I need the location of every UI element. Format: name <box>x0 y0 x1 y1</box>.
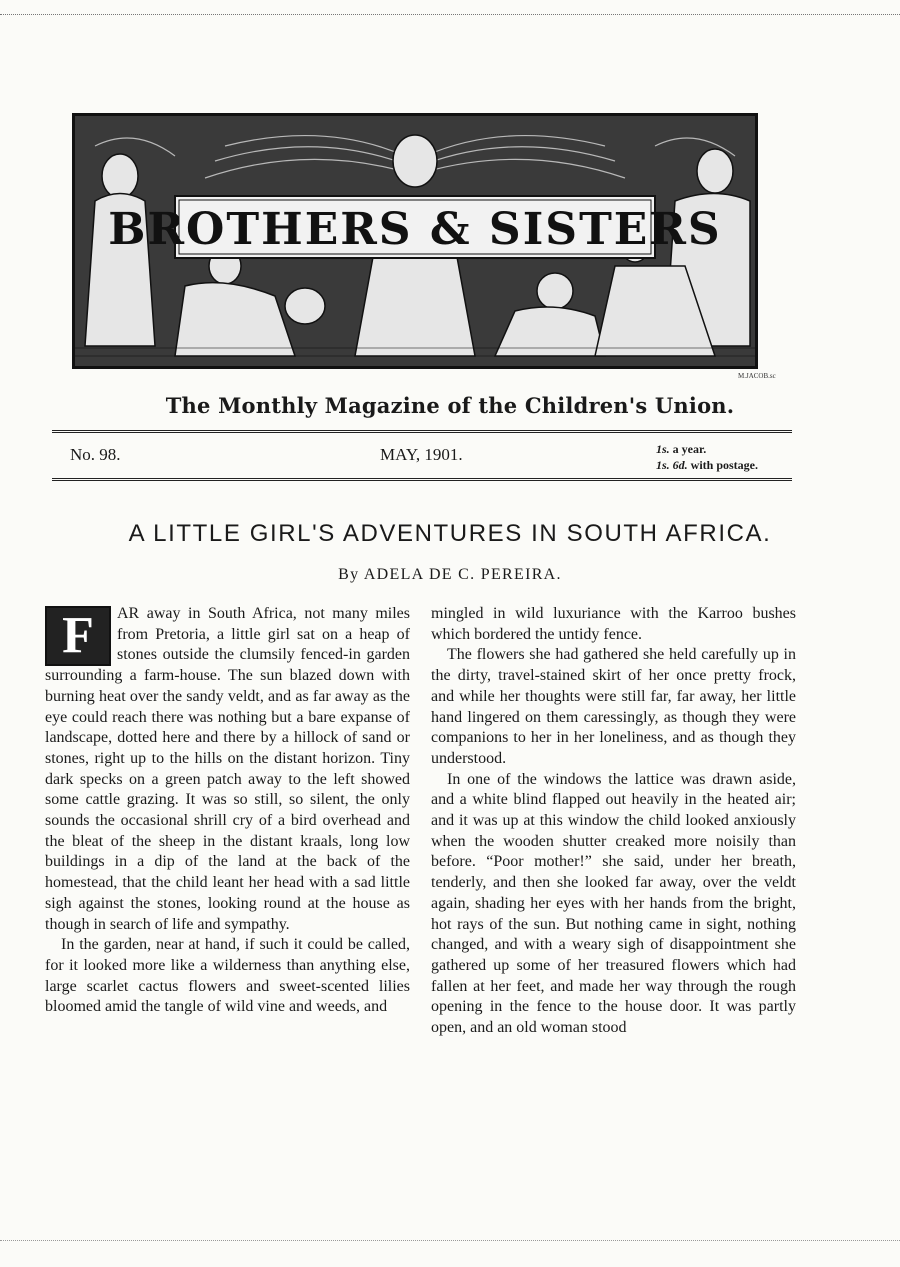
issue-rule-top <box>52 430 792 433</box>
article-title: A LITTLE GIRL'S ADVENTURES IN SOUTH AFRICA. <box>128 520 772 547</box>
price-yearly-amount: 1s. <box>656 442 670 456</box>
paragraph-2: In the garden, near at hand, if such it could be called, for it looked more like a wilderness than anything else, large scarlet cactus flowers and sweet-scented lilies bloomed amid the tangle of wild vine and weeds, and <box>45 936 410 1016</box>
paragraph-2-continued: mingled in wild luxuriance with the Karroo bushes which bordered the untidy fence. <box>431 605 796 643</box>
price-postage <box>656 457 758 473</box>
article-column-left <box>45 604 410 1018</box>
price-postage-text: with postage. <box>690 458 759 472</box>
price-yearly-text: a year. <box>672 442 707 456</box>
top-dotted-rule <box>0 14 900 15</box>
article-byline: By ADELA DE C. PEREIRA. <box>338 566 562 583</box>
article-column-right <box>431 604 796 1039</box>
price-yearly <box>656 441 758 457</box>
issue-rule-bottom <box>52 478 792 481</box>
engraver-mark: M.JACOB.sc <box>738 372 776 380</box>
price-postage-amount: 1s. 6d. <box>656 458 688 472</box>
paragraph-4: In one of the windows the lattice was drawn aside, and a white blind flapped out heavily in the heated air; and it was up at this window the child looked anxiously when the wooden shutter creaked more noisily than before. “Poor mother!” she said, under her breath, tenderly, and then she looked far away, over the veldt again, shading her eyes with her hands from the bright, hot rays of the sun. But nothing came in sight, nothing changed, and with a weary sigh of disappointment she gathered up some of her treasured flowers which had fallen at her feet, and made her way through the rough opening in the fence to the house door. It was partly open, and an old woman stood <box>431 770 796 1037</box>
issue-number: No. 98. <box>70 445 121 464</box>
dropcap-initial: F <box>45 606 111 666</box>
paragraph-1-text: AR away in South Africa, not many miles from Pretoria, a little girl sat on a heap of stones outside the clumsily fenced-in garden surrounding a farm-house. The sun blazed down with burning heat over the sandy veldt, and as far away as the eye could reach there was nothing but a bare expanse of landscape, dotted here and there by a hillock of sand or stones, right up to the hills on the distant horizon. Tiny dark specks on a green patch away to the left showed some cattle grazing. It was so still, so silent, the only sounds the occasional shrill cry of a bird overhead and the bleat of the sheep in the distant kraals, long low buildings in a dip of the land at the back of the homestead, that the child leant her head with a sad little sigh against the stones, looking round at the house as though in search of life and sympathy. <box>45 605 410 933</box>
masthead-engraving <box>75 116 755 366</box>
bottom-dotted-rule <box>0 1240 900 1241</box>
magazine-subtitle: The Monthly Magazine of the Children's Union. <box>165 393 735 418</box>
paragraph-3: The flowers she had gathered she held carefully up in the dirty, travel-stained skirt of her once pretty frock, and while her thoughts were still far, far away, her little hand lingered on them caressingly, as though they were companions to her in her loneliness, and as though they understood. <box>431 646 796 767</box>
paragraph-1 <box>45 604 410 935</box>
issue-price <box>656 441 758 473</box>
masthead-title: BROTHERS & SISTERS <box>108 204 722 255</box>
issue-date: MAY, 1901. <box>380 445 463 464</box>
masthead-illustration <box>72 113 758 369</box>
